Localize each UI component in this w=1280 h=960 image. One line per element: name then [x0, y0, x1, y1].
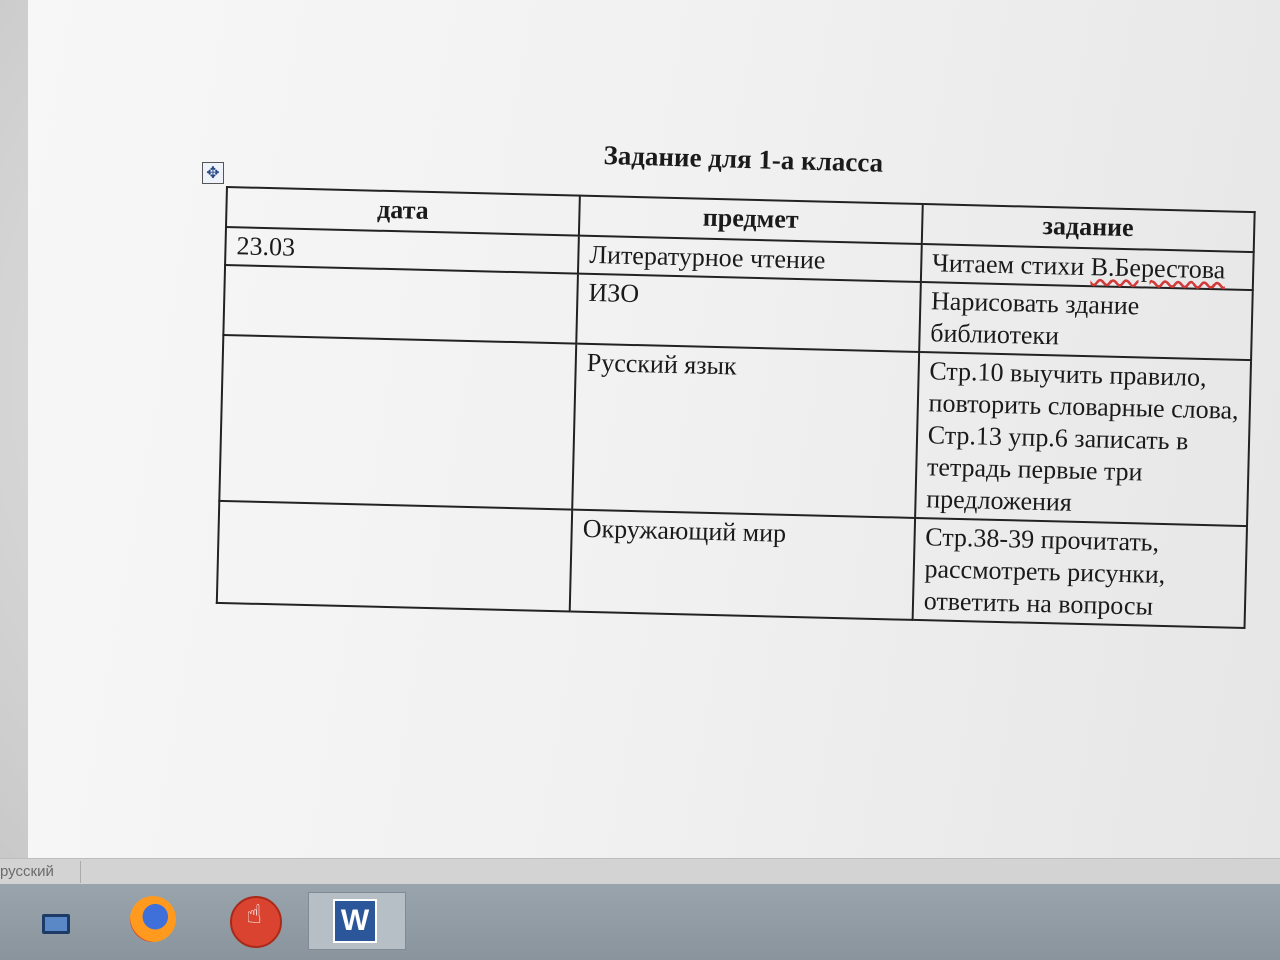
assignment-table — [216, 186, 1256, 629]
language-indicator[interactable]: русский — [0, 863, 54, 880]
cell-date[interactable] — [219, 335, 576, 510]
task-text: Читаем стихи — [931, 248, 1092, 282]
hand-app-taskbar-button[interactable] — [224, 892, 284, 948]
cell-date[interactable] — [217, 501, 572, 612]
cell-subject[interactable]: Литературное чтение — [578, 236, 921, 282]
cell-date[interactable]: 23.03 — [225, 227, 579, 274]
cell-subject[interactable]: Русский язык — [572, 344, 919, 518]
header-subject: предмет — [579, 196, 923, 244]
hand-glyph: ☝ — [246, 900, 262, 930]
firefox-taskbar-button[interactable] — [124, 892, 184, 948]
status-bar — [0, 858, 1280, 885]
window-icon — [42, 914, 70, 934]
header-date: дата — [226, 187, 580, 236]
cell-subject[interactable]: Окружающий мир — [570, 510, 915, 620]
spellcheck-word: В.Берестова — [1090, 252, 1226, 285]
show-desktop-button[interactable] — [36, 892, 76, 948]
word-icon: W — [333, 899, 377, 943]
status-separator — [80, 861, 81, 883]
cell-subject[interactable]: ИЗО — [576, 274, 920, 352]
taskbar — [0, 884, 1280, 960]
assignment-table-wrapper — [216, 186, 1256, 629]
table-move-handle-icon[interactable]: ✥ — [202, 162, 224, 184]
cell-task[interactable]: Нарисовать здание библиотеки — [919, 282, 1253, 360]
table-row — [219, 335, 1251, 526]
firefox-icon — [130, 896, 176, 942]
header-task: задание — [921, 204, 1254, 252]
document-title: Задание для 1-а класса — [603, 140, 884, 178]
cell-task[interactable]: Стр.10 выучить правило, повторить словарные слова, Стр.13 упр.6 записать в тетрадь первые три предложения — [915, 352, 1251, 526]
cell-date[interactable] — [223, 265, 578, 344]
word-taskbar-button[interactable] — [308, 892, 406, 950]
cell-task[interactable]: Стр.38-39 прочитать, рассмотреть рисунки, ответить на вопросы — [912, 518, 1247, 628]
